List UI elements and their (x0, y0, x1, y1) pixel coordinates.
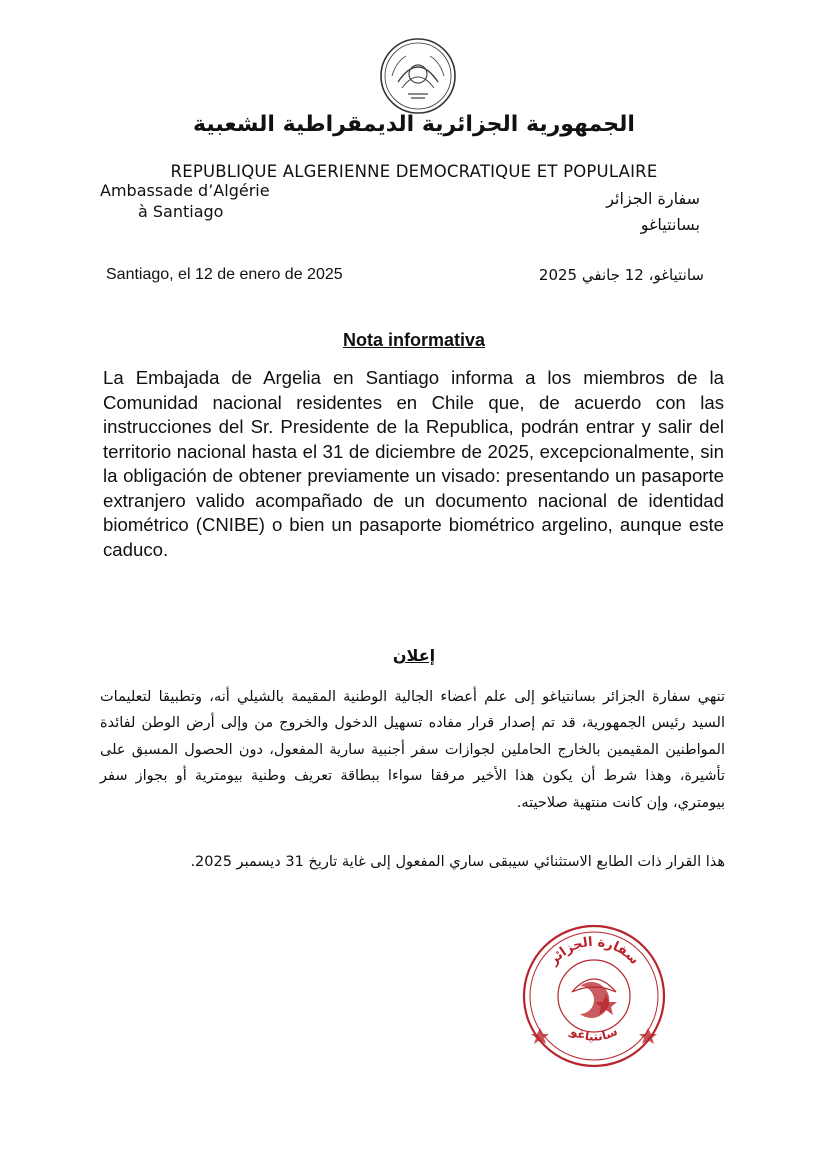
embassy-fr-line1: Ambassade d’Algérie (100, 181, 270, 200)
stamp-text-bottom: سانتياغو (568, 1024, 620, 1044)
embassy-name-arabic (606, 186, 700, 238)
embassy-name-french (100, 180, 270, 222)
header-french-title: REPUBLIQUE ALGERIENNE DEMOCRATIQUE ET POPULAIRE (170, 162, 658, 181)
svg-text:سانتياغو (567, 1024, 620, 1044)
embassy-stamp-icon (520, 922, 668, 1070)
ilan-title: إعلان (392, 646, 436, 665)
embassy-ar-line1: سفارة الجزائر (606, 189, 700, 208)
date-arabic: سانتياغو، 12 جانفي 2025 (538, 266, 704, 284)
ilan-body: تنهي سفارة الجزائر بسانتياغو إلى علم أعضاء الجالية الوطنية المقيمة بالشيلي أنه، وتطبيقا لتعليمات السيد رئيس الجمهورية، قد تم إصدار قرار مفاده تسهيل الدخول والخروج من وإلى أرض الوطن لفائدة المواطنين المقيمين بالخارج الحاملين لجوازات سفر أجنبية سارية المفعول، دون الحصول المسبق على تأشيرة، وهذا شرط أن يكون هذا الأخير مرفقا سواءا ببطاقة تعريف وطنية بيومترية أو بجواز سفر بيومتري، وإن كانت منتهية صلاحيته. (100, 689, 725, 811)
svg-text:سفارة الجزائر (546, 935, 642, 969)
date-spanish: Santiago, el 12 de enero de 2025 (106, 266, 343, 283)
header-arabic-title: الجمهورية الجزائرية الديمقراطية الشعبية (193, 112, 635, 137)
embassy-ar-line2: بسانتياغو (640, 215, 700, 234)
nota-title: Nota informativa (342, 330, 486, 350)
stamp-text-top: سفارة الجزائر (546, 934, 642, 968)
national-emblem-icon (378, 36, 458, 116)
nota-body: La Embajada de Argelia en Santiago informa a los miembros de la Comunidad nacional residentes en Chile que, de acuerdo con las instrucciones del Sr. Presidente de la Republica, podrán entrar y salir del territorio nacional hasta el 31 de diciembre de 2025, excepcionalmente, sin la obligación de obtener previamente un visado: presentando un pasaporte extranjero valido acompañado de un documento nacional de identidad biométrico (CNIBE) o bien un pasaporte biométrico argelino, aunque este caduco. (103, 367, 724, 560)
embassy-fr-line2: à Santiago (138, 202, 224, 221)
ilan-note: هذا القرار ذات الطابع الاستثنائي سيبقى ساري المفعول إلى غاية تاريخ 31 ديسمبر 2025. (190, 854, 725, 870)
